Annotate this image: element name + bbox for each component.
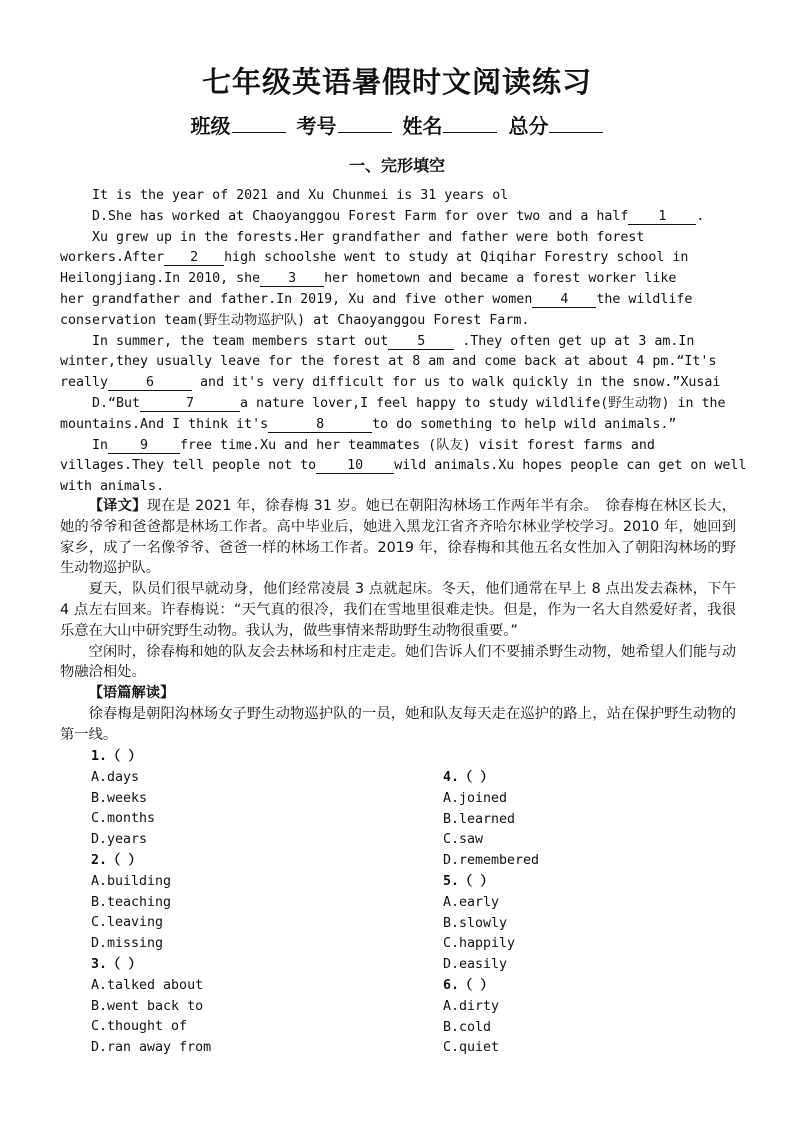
passage-text: and it's very difficult for us to walk quickly in the snow.”Xusai	[192, 375, 721, 391]
translation-paragraph: 空闲时，徐春梅和她的队友会去林场和村庄走走。她们告诉人们不要捕杀野生动物，她希望人们能与动物融洽相处。	[60, 643, 736, 681]
blank-7[interactable]: 7	[140, 396, 240, 412]
passage-line	[60, 436, 740, 457]
passage-text: Xu grew up in the forests.Her grandfather and father were both forest	[92, 229, 645, 245]
answer-option[interactable]: B.cold	[443, 1019, 492, 1035]
passage-text: .	[696, 208, 705, 224]
student-info-line	[0, 110, 794, 139]
answer-option[interactable]: C.leaving	[91, 915, 164, 931]
answer-option[interactable]: A.talked about	[91, 977, 204, 993]
translation-label: 【译文】	[88, 498, 147, 514]
passage-line	[60, 332, 740, 353]
answer-option[interactable]: B.slowly	[443, 915, 508, 931]
passage-text: conservation team(野生动物巡护队) at Chaoyanggou Forest Farm.	[60, 312, 530, 328]
passage-line	[60, 456, 747, 477]
questions-left-column	[91, 747, 211, 1059]
question-number: 1.（ ）	[91, 749, 142, 764]
passage-text: the wildlife	[596, 291, 693, 307]
blank-8[interactable]: 8	[268, 417, 372, 433]
answer-option[interactable]: D.remembered	[443, 853, 540, 869]
passage-text: D.“But	[92, 395, 141, 411]
translation-text: 现在是 2021 年，徐春梅 31 岁。她已在朝阳沟林场工作两年半有余。 徐春梅在林区长大，她的爷爷和爸爸都是林场工作者。高中毕业后，她进入黑龙江省齐齐哈尔林业学校学习。2010 年，她回到家乡，成了一名像爷爷、爸爸一样的林场工作者。2019 年，徐春梅和其他五名女性加入了朝阳沟林场的野生动物巡护队。	[60, 498, 737, 577]
blank-6[interactable]: 6	[108, 375, 192, 391]
passage-text: her grandfather and father.In 2019, Xu and five other women	[60, 291, 533, 307]
passage-text: villages.They tell people not to	[60, 458, 317, 474]
answer-option[interactable]: D.easily	[443, 957, 508, 973]
passage-line	[60, 311, 740, 332]
cloze-passage	[60, 186, 747, 498]
passage-line	[60, 352, 740, 373]
answer-option[interactable]: D.missing	[91, 936, 164, 952]
answer-option[interactable]: B.teaching	[91, 894, 172, 910]
passage-line	[60, 228, 740, 249]
answer-option[interactable]: B.learned	[443, 811, 516, 827]
answer-option[interactable]: C.months	[91, 811, 156, 827]
answer-option[interactable]: C.quiet	[443, 1040, 500, 1056]
question-number: 5.（ ）	[443, 873, 494, 889]
passage-text: It is the year of 2021 and Xu Chunmei is 31 years ol	[92, 188, 509, 203]
passage-line	[60, 207, 740, 228]
passage-text: a nature lover,I feel happy to study wildlife(野生动物) in the	[240, 395, 726, 411]
score-label: 总分	[508, 114, 549, 138]
passage-text: D.She has worked at Chaoyanggou Forest Farm for over two and a half	[92, 208, 629, 224]
translation-paragraph: 夏天，队员们很早就动身，他们经常凌晨 3 点就起床。冬天，他们通常在早上 8 点出发去森林，下午 4 点左右回来。许春梅说：“天气真的很冷，我们在雪地里很难走快。但是，作为一名大自然爱好者，我很乐意在大山中研究野生动物。我认为，做些事情来帮助野生动物很重要。”	[60, 581, 736, 639]
question-number: 3.（ ）	[91, 956, 142, 972]
question-number: 4.（ ）	[443, 770, 494, 785]
passage-text: .They often get up at 3 am.In	[454, 333, 695, 349]
analysis-text: 徐春梅是朝阳沟林场女子野生动物巡护队的一员，她和队友每天走在巡护的路上，站在保护野生动物的第一线。	[60, 705, 736, 743]
answer-option[interactable]: C.saw	[443, 832, 484, 848]
name-blank[interactable]	[443, 114, 497, 133]
blank-4[interactable]: 4	[532, 292, 596, 308]
question-number: 6.（ ）	[443, 977, 494, 993]
passage-line	[60, 248, 740, 269]
answer-option[interactable]: A.building	[91, 873, 172, 889]
answer-option[interactable]: A.dirty	[443, 998, 500, 1014]
blank-9[interactable]: 9	[108, 438, 180, 454]
section-heading: 一、完形填空	[348, 156, 445, 175]
class-label: 班级	[190, 114, 231, 138]
answer-option[interactable]: A.days	[91, 769, 140, 785]
exam-number-blank[interactable]	[338, 114, 392, 133]
answer-option[interactable]: A.early	[443, 894, 500, 910]
blank-2[interactable]: 2	[164, 250, 224, 266]
answer-option[interactable]: D.ran away from	[91, 1040, 212, 1056]
answer-option[interactable]: C.happily	[443, 936, 516, 952]
passage-text: mountains.And I think it's	[60, 416, 269, 432]
passage-line	[60, 290, 740, 311]
answer-option[interactable]: C.thought of	[91, 1019, 188, 1035]
passage-text: high schoolshe went to study at Qiqihar Forestry school in	[224, 250, 689, 266]
passage-text: really	[60, 375, 109, 391]
passage-text: free time.Xu and her teammates (队友) visit forest farms and	[180, 437, 655, 453]
class-blank[interactable]	[232, 114, 286, 133]
question-number: 2.（ ）	[91, 852, 142, 868]
passage-line	[60, 415, 740, 436]
passage-text: winter,they usually leave for the forest at 8 am and come back at about 4 pm.“It's	[60, 354, 717, 370]
passage-text: In	[92, 437, 109, 453]
passage-text: wild animals.Xu hopes people can get on well	[394, 458, 747, 474]
blank-1[interactable]: 1	[628, 209, 696, 225]
passage-text: Heilongjiang.In 2010, she	[60, 271, 261, 287]
passage-text: In summer, the team members start out	[92, 333, 389, 349]
translation-block	[60, 496, 736, 746]
blank-5[interactable]: 5	[388, 334, 454, 350]
translation-paragraph	[60, 496, 736, 579]
passage-text: workers.After	[60, 250, 165, 266]
passage-line	[60, 186, 740, 207]
name-label: 姓名	[402, 114, 443, 138]
answer-option[interactable]: D.years	[91, 832, 148, 848]
score-blank[interactable]	[549, 114, 603, 133]
passage-line	[60, 269, 740, 290]
passage-line	[60, 373, 740, 394]
passage-line	[60, 394, 740, 415]
page-title: 七年级英语暑假时文阅读练习	[201, 65, 592, 99]
answer-option[interactable]: B.weeks	[91, 790, 148, 806]
analysis-label: 【语篇解读】	[88, 685, 175, 702]
blank-3[interactable]: 3	[260, 271, 324, 287]
passage-text: to do something to help wild animals.”	[372, 416, 677, 432]
answer-option[interactable]: B.went back to	[91, 998, 204, 1014]
blank-10[interactable]: 10	[316, 458, 394, 474]
passage-line	[60, 477, 740, 498]
answer-option[interactable]: A.joined	[443, 790, 508, 806]
exam-number-label: 考号	[296, 114, 337, 138]
passage-text: her hometown and became a forest worker like	[324, 271, 677, 287]
questions-right-column	[443, 768, 539, 1059]
passage-text: with animals.	[60, 479, 165, 495]
